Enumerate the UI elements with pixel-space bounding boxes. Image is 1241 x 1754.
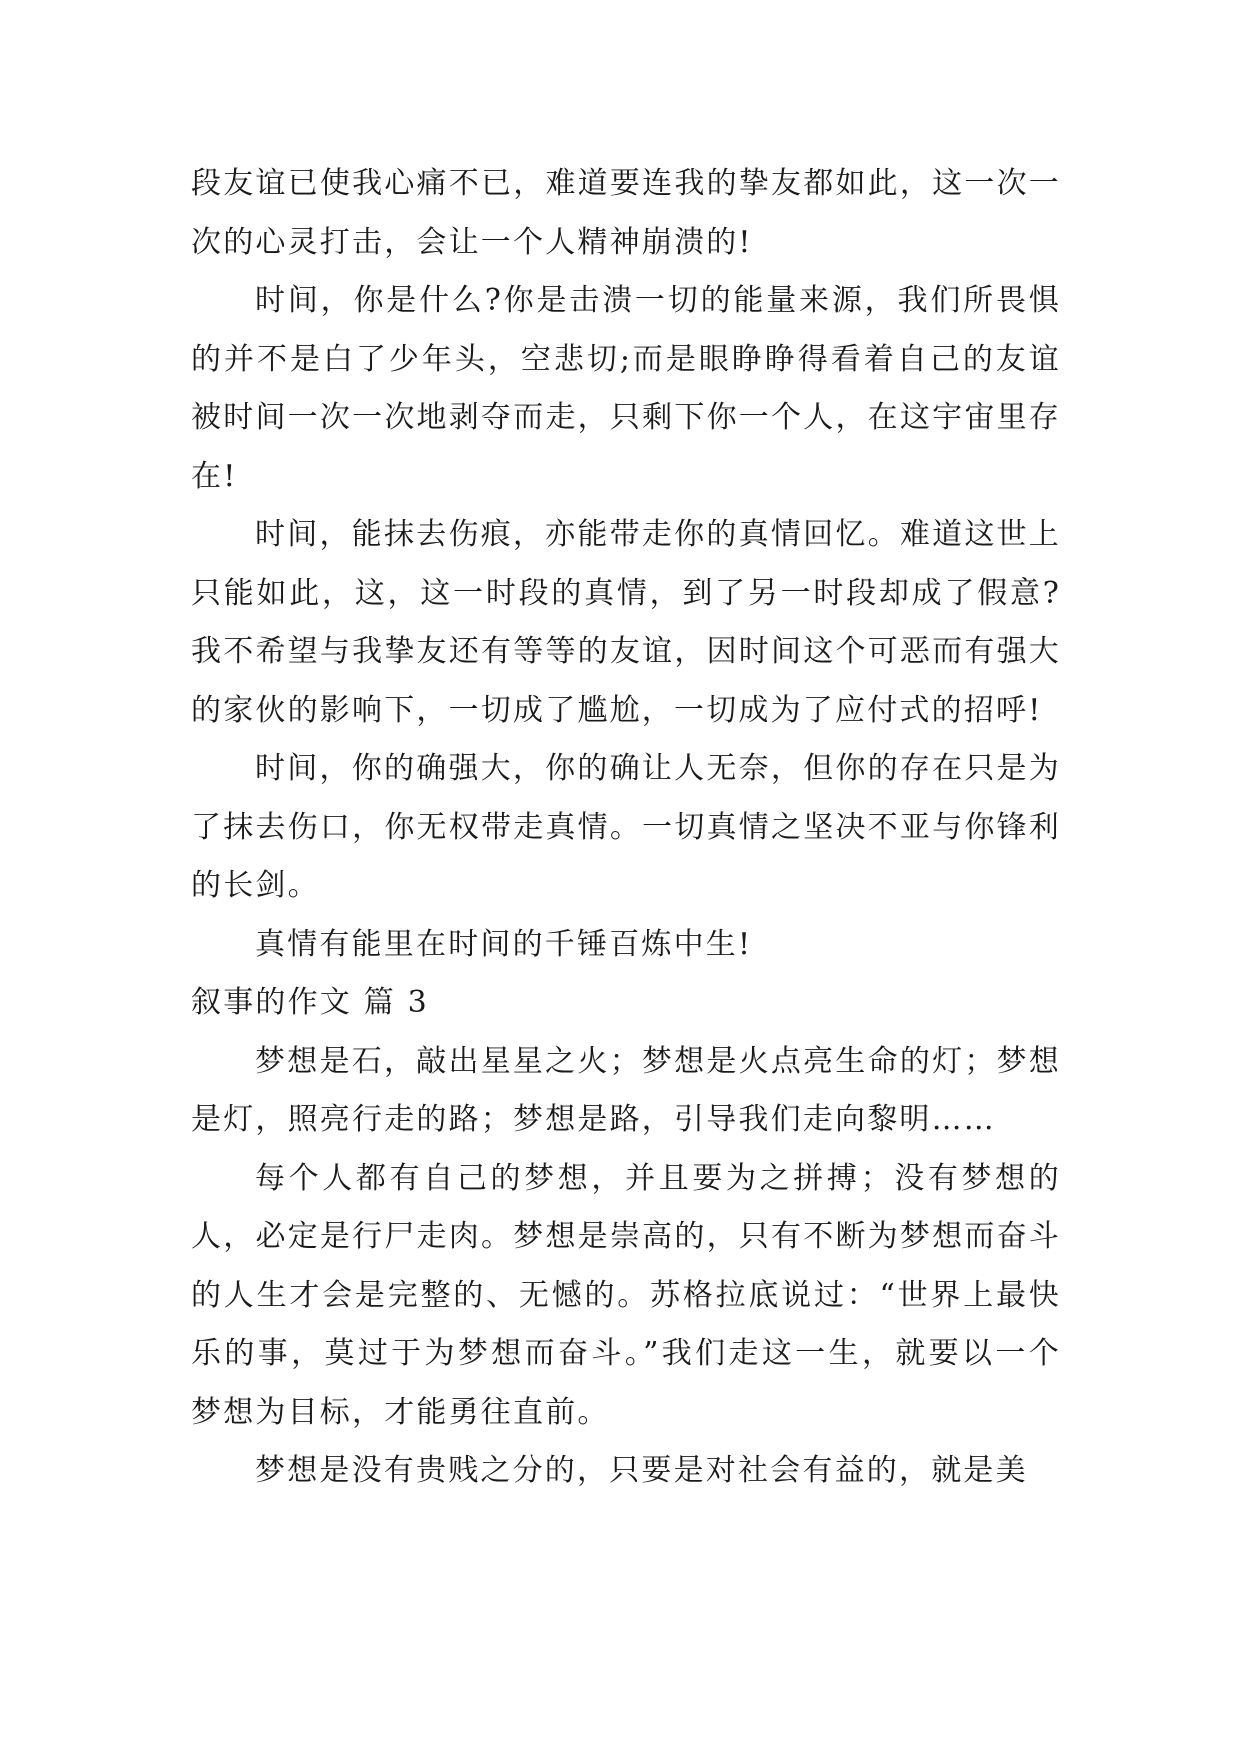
paragraph: 时间，你的确强大，你的确让人无奈，但你的存在只是为了抹去伤口，你无权带走真情。一切真情之坚决不亚与你锋利的长剑。 — [191, 751, 1061, 903]
paragraph: 梦想是石，敲出星星之火；梦想是火点亮生命的灯；梦想是灯，照亮行走的路；梦想是路，引导我们走向黎明…… — [191, 1043, 1061, 1137]
paragraph: 梦想是没有贵贱之分的，只要是对社会有益的，就是美 — [255, 1453, 1028, 1488]
section-heading: 叙事的作文 篇 3 — [191, 985, 429, 1020]
document-body — [191, 155, 1061, 1501]
paragraph: 时间，能抹去伤痕，亦能带走你的真情回忆。难道这世上只能如此，这，这一时段的真情，到了另一时段却成了假意?我不希望与我挚友还有等等的友谊，因时间这个可恶而有强大的家伙的影响下，一切成了尴尬，一切成为了应付式的招呼! — [191, 517, 1061, 728]
paragraph-continued: 段友谊已使我心痛不已，难道要连我的挚友都如此，这一次一次的心灵打击，会让一个人精神崩溃的! — [191, 166, 1061, 260]
paragraph: 时间，你是什么?你是击溃一切的能量来源，我们所畏惧的并不是白了少年头，空悲切;而是眼睁睁得看着自己的友谊被时间一次一次地剥夺而走，只剩下你一个人，在这宇宙里存在! — [191, 283, 1061, 494]
paragraph: 每个人都有自己的梦想，并且要为之拼搏；没有梦想的人，必定是行尸走肉。梦想是崇高的，只有不断为梦想而奋斗的人生才会是完整的、无憾的。苏格拉底说过：“世界上最快乐的事，莫过于为梦想而奋斗。”我们走这一生，就要以一个梦想为目标，才能勇往直前。 — [191, 1160, 1061, 1430]
paragraph: 真情有能里在时间的千锤百炼中生! — [255, 926, 753, 962]
